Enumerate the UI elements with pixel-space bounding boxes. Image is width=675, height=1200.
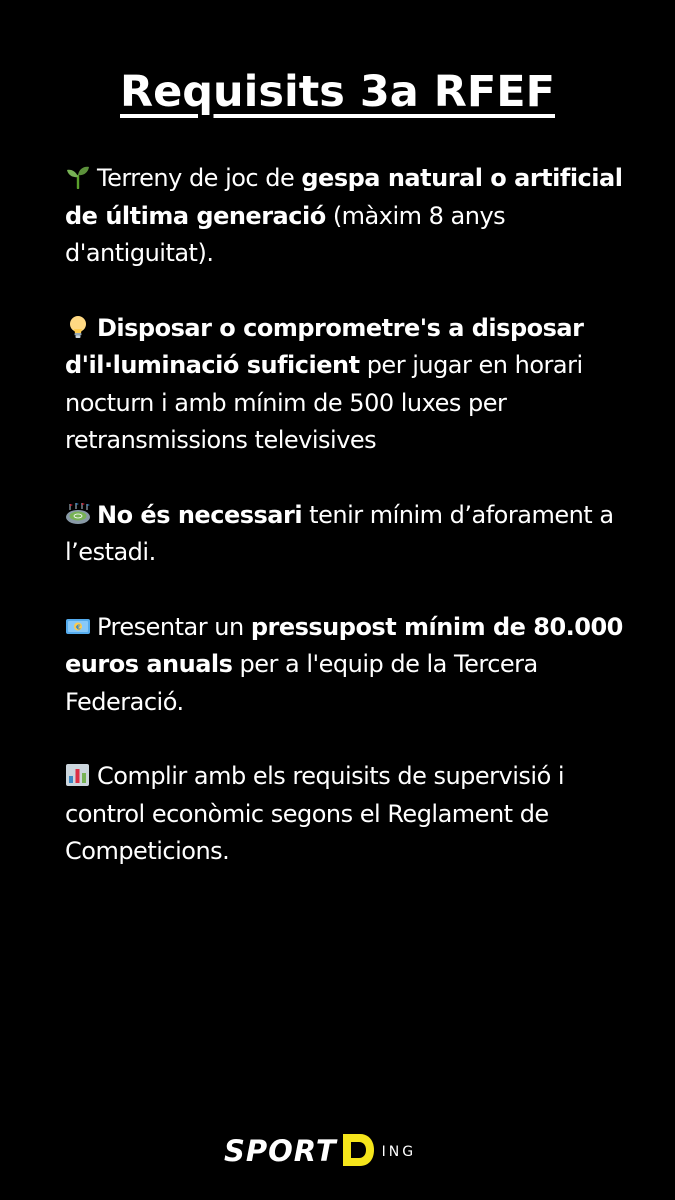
- logo-word: SPORT: [224, 1134, 337, 1168]
- bar-chart-icon: [65, 763, 91, 787]
- list-item: [65, 310, 625, 460]
- item-text: tenir mínim d’aforament a l’estadi.: [65, 500, 614, 566]
- list-item: [65, 497, 625, 572]
- sporting-logo: [224, 1128, 416, 1168]
- item-text: per a l'equip de la Tercera Federació.: [65, 650, 538, 716]
- item-text: per jugar en horari nocturn i amb mínim de 500 luxes per retransmissions televisives: [65, 351, 583, 454]
- item-text: Terreny de joc de: [97, 164, 302, 192]
- list-item: [65, 758, 625, 871]
- footer: [0, 1128, 675, 1168]
- page-title: Requisits 3a RFEF: [120, 67, 555, 117]
- item-text-bold: No és necessari: [97, 500, 303, 529]
- list-item: [65, 609, 625, 722]
- logo-suffix: ING: [381, 1144, 417, 1160]
- list-item: [65, 160, 625, 273]
- stadium-icon: [65, 502, 91, 526]
- item-text: (màxim 8 anys d'antiguitat).: [65, 201, 506, 267]
- item-text-bold: gespa natural o artificial de última generació: [65, 164, 623, 230]
- requirements-list: [65, 160, 625, 908]
- light-bulb-icon: [65, 315, 91, 339]
- item-text: Complir amb els requisits de supervisió i control econòmic segons el Reglament de Competicions.: [65, 762, 565, 865]
- seedling-icon: [65, 165, 91, 189]
- euro-banknote-icon: [65, 614, 91, 638]
- item-text-bold: Disposar o comprometre's a disposar d'il·luminació suficient: [65, 313, 584, 379]
- logo-d-mark-icon: [340, 1132, 376, 1168]
- item-text-bold: pressupost mínim de 80.000 euros anuals: [65, 612, 623, 678]
- item-text: Presentar un: [97, 612, 251, 641]
- svg-text:€: €: [75, 623, 81, 631]
